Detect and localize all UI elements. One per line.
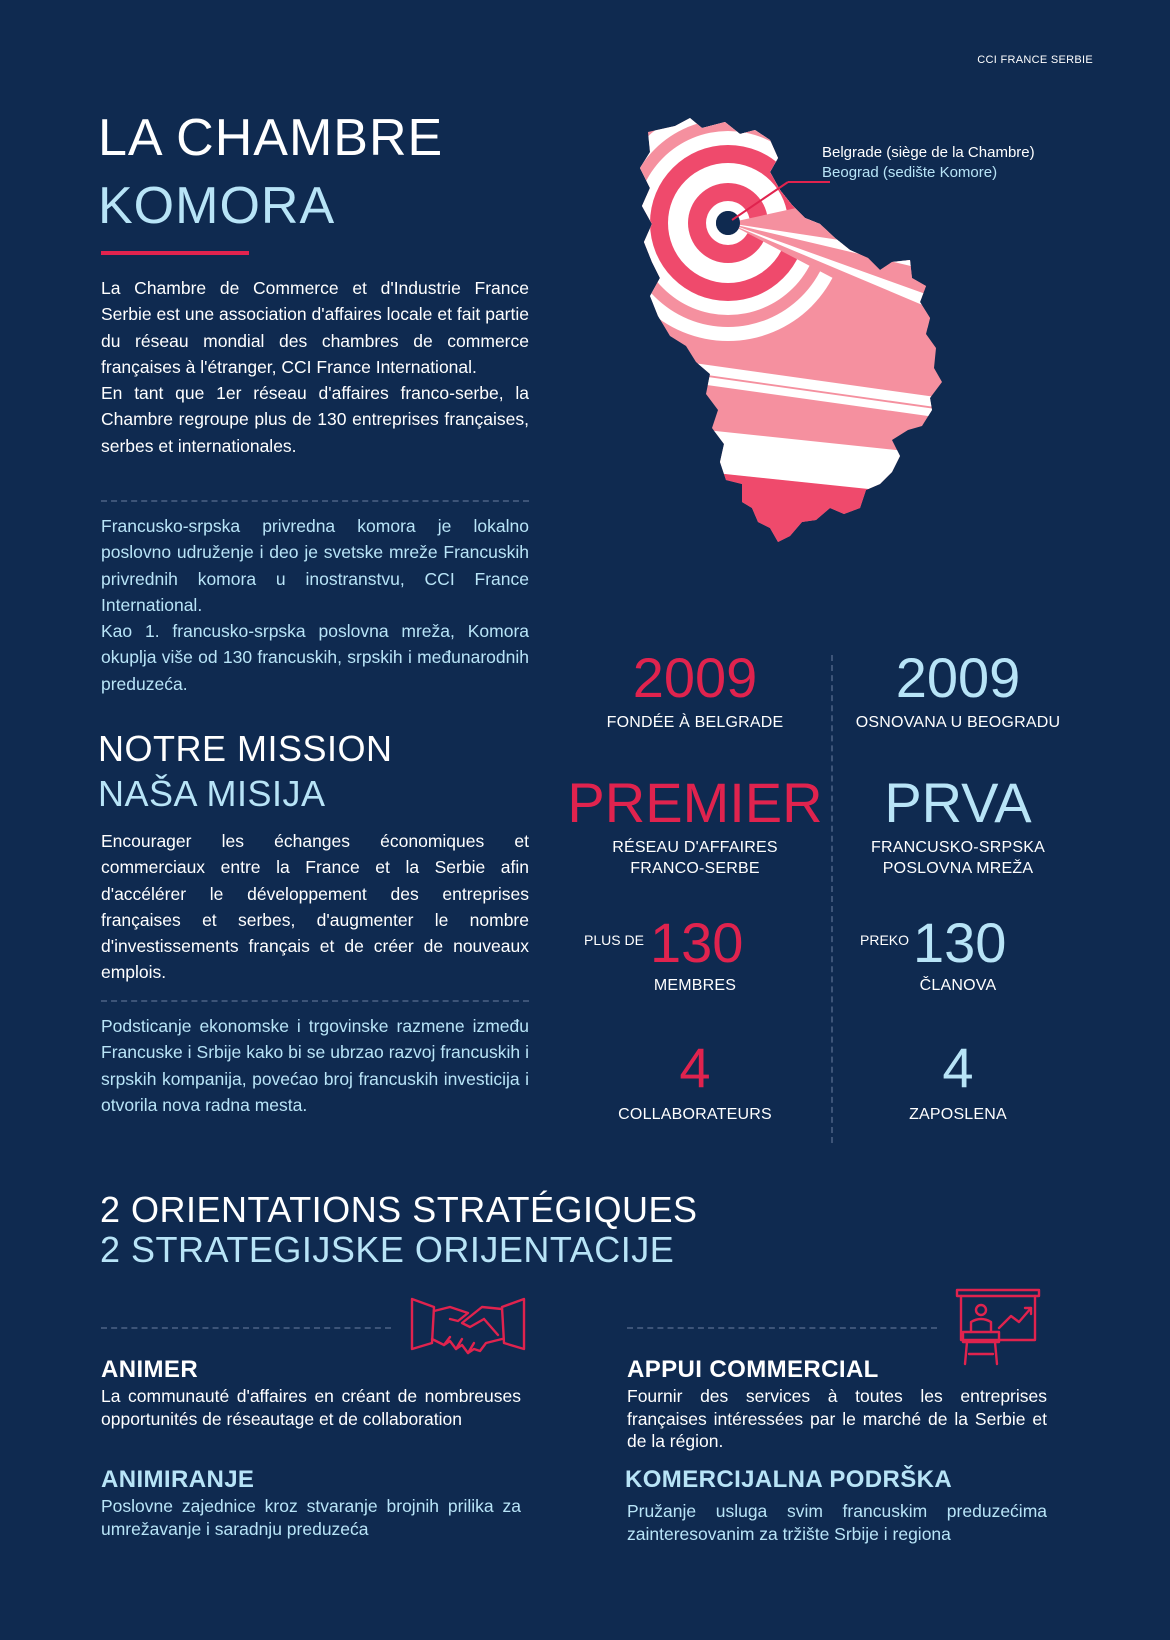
divider [101, 1000, 529, 1002]
stat-prefix: PREKO [860, 932, 910, 948]
orientations-title-fr: 2 ORIENTATIONS STRATÉGIQUES [100, 1189, 698, 1230]
orientation-1-text-sr: Poslovne zajednice kroz stvaranje brojnih prilika za umrežavanje i saradnju preduzeća [101, 1496, 521, 1539]
stat-founded-fr [565, 646, 825, 733]
stat-prefix: PLUS DE [584, 932, 644, 948]
stat-staff-fr [565, 1036, 825, 1125]
stat-value: PREMIER [567, 771, 823, 834]
orientation-1-title-sr: ANIMIRANJE [101, 1466, 255, 1493]
intro-sr-p1: Francusko-srpska privredna komora je lokalno poslovno udruženje i deo je svetske mreže Francuskih privrednih komora u inostranstvu, CCI France International. [101, 516, 529, 615]
intro-fr [101, 275, 529, 459]
stat-first-fr [565, 771, 825, 879]
handshake-icon [410, 1295, 526, 1361]
map-label [822, 143, 1035, 183]
stat-label-line2: POSLOVNA MREŽA [882, 860, 1034, 877]
intro-fr-p1: La Chambre de Commerce et d'Industrie France Serbie est une association d'affaires locale et fait partie du réseau mondial des chambres de commerce françaises à l'étranger, CCI France International. [101, 278, 529, 377]
stat-value: 2009 [632, 646, 758, 709]
stat-value: 4 [679, 1036, 711, 1099]
divider [101, 1327, 391, 1329]
stat-members-value-fr: 130 [650, 911, 744, 974]
stat-members-label-sr: ČLANOVA [919, 977, 997, 994]
orientation-2-text-sr: Pružanje usluga svim francuskim preduzećima zainteresovanim za tržište Srbije i regiona [627, 1501, 1047, 1544]
mission-text-fr: Encourager les échanges économiques et commerciaux entre la France et la Serbie afin d'accélérer le développement des entreprises françaises et serbes, d'augmenter le nombre d'investissements français et de créer de nouveaux emplois. [101, 831, 529, 983]
stat-first-sr [828, 771, 1088, 879]
divider [627, 1327, 937, 1329]
divider [101, 500, 529, 502]
orientation-2-text-fr: Fournir des services à toutes les entreprises françaises intéressées par le marché de la Serbie et de la région. [627, 1386, 1047, 1451]
presentation-icon [955, 1288, 1041, 1368]
map-label-sr: Beograd (sedište Komore) [822, 164, 998, 181]
title-underline [101, 251, 249, 255]
mission-title-sr: NAŠA MISIJA [98, 773, 326, 814]
stat-members-value-sr: 130 [913, 911, 1007, 974]
stat-staff-sr [828, 1036, 1088, 1125]
map-label-fr: Belgrade (siège de la Chambre) [822, 144, 1035, 161]
orientation-1-title-fr: ANIMER [101, 1356, 199, 1383]
orientation-2-title-sr: KOMERCIJALNA PODRŠKA [625, 1466, 953, 1493]
stat-label-line2: FRANCO-SERBE [630, 860, 760, 877]
stat-members-prefix-sr [860, 932, 909, 950]
stat-members-prefix-fr [584, 932, 644, 950]
stat-label: OSNOVANA U BEOGRADU [855, 714, 1061, 731]
orientations-title-sr: 2 STRATEGIJSKE ORIJENTACIJE [100, 1229, 675, 1270]
stat-label: FONDÉE À BELGRADE [606, 714, 784, 731]
stat-value: 2009 [895, 646, 1021, 709]
stat-label-line1: FRANCUSKO-SRPSKA [871, 839, 1045, 856]
intro-fr-p2: En tant que 1er réseau d'affaires franco-serbe, la Chambre regroupe plus de 130 entreprises françaises, serbes et internationales. [101, 383, 529, 456]
orientation-1-text-fr: La communauté d'affaires en créant de nombreuses opportunités de réseautage et de collaboration [101, 1386, 521, 1429]
stat-label: ZAPOSLENA [909, 1106, 1007, 1123]
stat-label-line1: RÉSEAU D'AFFAIRES [612, 839, 778, 856]
stat-label: COLLABORATEURS [618, 1106, 772, 1123]
stat-members-label-fr: MEMBRES [653, 977, 737, 994]
brand-label: CCI FRANCE SERBIE [977, 54, 1093, 66]
page-title-fr: LA CHAMBRE [98, 109, 444, 167]
mission-title-fr: NOTRE MISSION [98, 728, 393, 769]
orientation-2-title-fr: APPUI COMMERCIAL [627, 1356, 879, 1383]
page-title-sr: KOMORA [98, 177, 336, 235]
intro-sr [101, 513, 529, 697]
intro-sr-p2: Kao 1. francusko-srpska poslovna mreža, Komora okuplja više od 130 francuskih, srpskih i međunarodnih preduzeća. [101, 621, 529, 694]
stat-value: PRVA [884, 771, 1032, 834]
stat-value: 4 [942, 1036, 974, 1099]
mission-text-sr: Podsticanje ekonomske i trgovinske razmene između Francuske i Srbije kako bi se ubrzao razvoj francuskih i srpskih kompanija, povećao broj francuskih investicija i otvorila nova radna mesta. [101, 1016, 529, 1115]
stat-founded-sr [828, 646, 1088, 733]
